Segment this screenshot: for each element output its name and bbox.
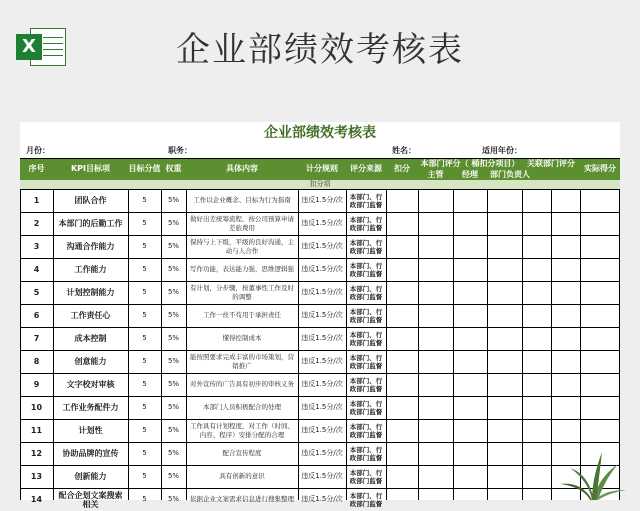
row-content: 依据企业文案需求信息进行搜集整理 (190, 495, 294, 503)
col-related-eval: 关联部门评分 (527, 159, 575, 168)
row-weight: 5% (167, 380, 180, 388)
row-score: 5 (142, 495, 147, 503)
row-score: 5 (142, 265, 147, 273)
grid-hline (20, 258, 620, 259)
col-score: 目标分值 (128, 164, 161, 173)
row-kpi: 工作责任心 (70, 311, 111, 320)
row-no: 8 (33, 357, 40, 366)
row-score: 5 (142, 219, 147, 227)
row-no: 11 (30, 426, 43, 435)
row-no: 14 (30, 495, 43, 504)
grid-hline (20, 350, 620, 351)
row-source: 本部门、行政部门监督 (349, 192, 383, 209)
row-rule: 违反1.5分/次 (301, 472, 343, 480)
row-source: 本部门、行政部门监督 (349, 399, 383, 416)
row-rule: 违反1.5分/次 (301, 311, 343, 319)
row-no: 7 (33, 334, 40, 343)
row-kpi: 配合企划文案搜索相关 (58, 490, 123, 509)
row-no: 6 (33, 311, 40, 320)
sheet-title: 企业部绩效考核表 (264, 125, 376, 141)
section-label: 扣分项 (20, 180, 620, 189)
row-rule: 违反1.5分/次 (301, 449, 343, 457)
col-dept-eval: 本部门评分（ 桶扣分项目） (420, 159, 520, 168)
grid-hline (20, 465, 620, 466)
grid-hline (20, 304, 620, 305)
row-score: 5 (142, 288, 147, 296)
row-weight: 5% (167, 426, 180, 434)
row-source: 本部门、行政部门监督 (349, 422, 383, 439)
row-rule: 违反1.5分/次 (301, 403, 343, 411)
row-score: 5 (142, 334, 147, 342)
col-actual: 实际得分 (584, 164, 616, 173)
page-title: 企业部绩效考核表 (176, 30, 464, 70)
col-rule: 计分规则 (306, 164, 338, 173)
row-kpi: 创新能力 (74, 472, 107, 481)
year-label: 适用年份： (482, 146, 522, 155)
row-weight: 5% (167, 242, 180, 250)
row-source: 本部门、行政部门监督 (349, 284, 383, 301)
col-manager: 经理 (462, 170, 478, 179)
row-weight: 5% (167, 472, 180, 480)
row-weight: 5% (167, 495, 180, 503)
row-score: 5 (142, 426, 147, 434)
row-weight: 5% (167, 311, 180, 319)
row-source: 本部门、行政部门监督 (349, 307, 383, 324)
grid-hline (20, 488, 620, 489)
row-rule: 违反1.5分/次 (301, 219, 343, 227)
row-content: 具有创新的意识 (219, 472, 265, 480)
header-banner (0, 0, 640, 96)
grid-hline (20, 158, 620, 159)
row-rule: 违反1.5分/次 (301, 357, 343, 365)
row-score: 5 (142, 403, 147, 411)
row-score: 5 (142, 380, 147, 388)
row-source: 本部门、行政部门监督 (349, 491, 383, 508)
row-weight: 5% (167, 334, 180, 342)
row-score: 5 (142, 357, 147, 365)
row-source: 本部门、行政部门监督 (349, 445, 383, 462)
col-supervisor: 主管 (427, 170, 444, 179)
row-kpi: 工作业务配件力 (62, 403, 119, 412)
row-no: 10 (30, 403, 43, 412)
grid-hline (20, 419, 620, 420)
row-rule: 违反1.5分/次 (301, 380, 343, 388)
row-no: 12 (30, 449, 43, 458)
grid-hline (20, 327, 620, 328)
row-kpi: 计划控制能力 (66, 288, 115, 297)
row-content: 配合宣传程度 (222, 449, 262, 457)
row-source: 本部门、行政部门监督 (349, 261, 383, 278)
row-content: 保持与上下级，平级的良好沟通，主动与人合作 (190, 237, 294, 255)
row-no: 5 (33, 288, 40, 297)
spreadsheet (20, 122, 620, 509)
row-kpi: 成本控制 (74, 334, 107, 343)
row-rule: 违反1.5分/次 (301, 426, 343, 434)
row-kpi: 工作能力 (74, 265, 107, 274)
col-dept-head: 部门负责人 (490, 170, 530, 179)
row-rule: 违反1.5分/次 (301, 242, 343, 250)
row-content: 工作一丝不苟用于承担责任 (203, 311, 281, 319)
row-kpi: 协助品牌的宣传 (62, 449, 119, 458)
col-kpi: KPI目标项 (70, 164, 111, 173)
row-score: 5 (142, 196, 147, 204)
row-weight: 5% (167, 449, 180, 457)
row-kpi: 沟通合作能力 (66, 242, 115, 251)
row-score: 5 (142, 449, 147, 457)
row-content: 做好出差统筹流程，按公司预算申请差旅费用 (190, 214, 294, 232)
row-weight: 5% (167, 219, 180, 227)
row-kpi: 文字校对审核 (66, 380, 115, 389)
row-rule: 违反1.5分/次 (301, 334, 343, 342)
row-no: 9 (33, 380, 40, 389)
row-weight: 5% (167, 403, 180, 411)
col-deduct: 扣分 (394, 164, 410, 173)
row-source: 本部门、行政部门监督 (349, 376, 383, 393)
row-rule: 违反1.5分/次 (301, 265, 343, 273)
row-score: 5 (142, 242, 147, 250)
grid-hline (20, 212, 620, 213)
row-kpi: 团队合作 (74, 196, 107, 205)
row-kpi: 计划性 (78, 426, 103, 435)
col-no: 序号 (28, 164, 45, 173)
grid-hline (20, 281, 620, 282)
row-no: 13 (30, 472, 43, 481)
row-content: 能按照要求完成丰富的市场策划，营销推广 (190, 352, 294, 370)
row-weight: 5% (167, 357, 180, 365)
row-source: 本部门、行政部门监督 (349, 215, 383, 232)
row-source: 本部门、行政部门监督 (349, 330, 383, 347)
row-kpi: 本部门的后勤工作 (58, 219, 123, 228)
row-weight: 5% (167, 196, 180, 204)
row-kpi: 创意能力 (74, 357, 107, 366)
name-label: 姓名： (392, 146, 416, 155)
row-rule: 违反1.5分/次 (301, 196, 343, 204)
col-source: 评分来源 (350, 164, 382, 173)
position-label: 职务： (168, 146, 192, 155)
col-content: 具体内容 (226, 164, 258, 173)
row-content: 对外宣传的广告具有初步的审核义务 (190, 380, 294, 388)
row-source: 本部门、行政部门监督 (349, 238, 383, 255)
plant-decoration (552, 448, 632, 500)
row-no: 2 (33, 219, 40, 228)
grid-hline (20, 442, 620, 443)
row-source: 本部门、行政部门监督 (349, 353, 383, 370)
row-content: 懂得控制成本 (222, 334, 262, 342)
row-content: 写作功能，表达能力强，思维逻辑强 (190, 265, 294, 273)
row-no: 4 (33, 265, 40, 274)
row-source: 本部门、行政部门监督 (349, 468, 383, 485)
table-header (20, 158, 620, 180)
row-rule: 违反1.5分/次 (301, 288, 343, 296)
row-content: 工作以企业概念、目标为行为指南 (193, 196, 291, 204)
grid-hline (20, 396, 620, 397)
row-weight: 5% (167, 265, 180, 273)
month-label: 月份： (26, 146, 50, 155)
col-weight: 权重 (165, 164, 182, 173)
row-weight: 5% (167, 288, 180, 296)
grid-hline (20, 373, 620, 374)
row-content: 有计划，分步骤，按董事性工作及时的调整 (190, 283, 294, 301)
row-score: 5 (142, 472, 147, 480)
row-content: 本部门人员积极配合的处理 (203, 403, 281, 411)
row-content: 工作具有计划程度，对工作（时间、内容、程序）安排分配的合理 (190, 421, 294, 439)
row-no: 3 (33, 242, 40, 251)
row-no: 1 (33, 196, 40, 205)
row-rule: 违反1.5分/次 (301, 495, 343, 503)
row-score: 5 (142, 311, 147, 319)
excel-letter: X (16, 34, 42, 60)
grid-hline (20, 189, 620, 190)
grid-hline (20, 235, 620, 236)
